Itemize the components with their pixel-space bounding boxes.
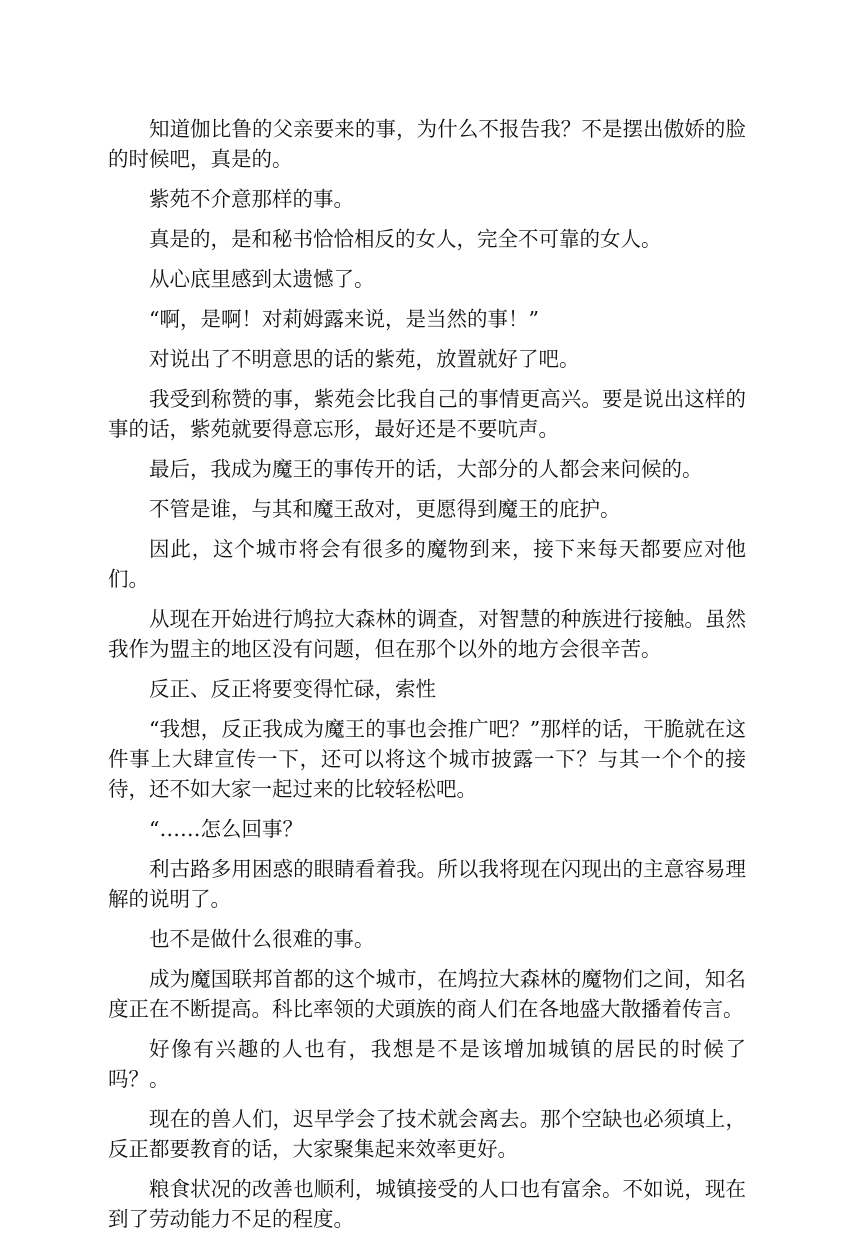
paragraph: 粮食状况的改善也顺利，城镇接受的人口也有富余。不如说，现在到了劳动能力不足的程度。 [108, 1177, 746, 1231]
paragraph: 从心底里感到太遗憾了。 [149, 267, 375, 291]
paragraph: 知道伽比鲁的父亲要来的事，为什么不报告我？不是摆出傲娇的脸的时候吧，真是的。 [108, 117, 746, 171]
paragraph: 对说出了不明意思的话的紫苑，放置就好了吧。 [149, 347, 580, 371]
paragraph: 好像有兴趣的人也有，我想是不是该增加城镇的居民的时候了吗？。 [108, 1037, 746, 1091]
paragraph: 也不是做什么很难的事。 [149, 927, 375, 951]
paragraph: 因此，这个城市将会有很多的魔物到来，接下来每天都要应对他们。 [108, 537, 746, 591]
paragraph: 反正、反正将要变得忙碌，索性 [149, 677, 436, 701]
paragraph: “啊，是啊！对莉姆露来说，是当然的事！” [149, 307, 539, 331]
paragraph: 紫苑不介意那样的事。 [149, 187, 354, 211]
paragraph: 利古路多用困惑的眼睛看着我。所以我将现在闪现出的主意容易理解的说明了。 [108, 857, 746, 911]
paragraph: 最后，我成为魔王的事传开的话，大部分的人都会来问候的。 [149, 457, 703, 481]
paragraph: 不管是谁，与其和魔王敌对，更愿得到魔王的庇护。 [149, 497, 621, 521]
paragraph: 真是的，是和秘书恰恰相反的女人，完全不可靠的女人。 [149, 227, 662, 251]
document-page [108, 114, 746, 1244]
paragraph: 成为魔国联邦首都的这个城市，在鸠拉大森林的魔物们之间，知名度正在不断提高。科比率领的犬頭族的商人们在各地盛大散播着传言。 [108, 967, 746, 1021]
paragraph: 从现在开始进行鸠拉大森林的调查，对智慧的种族进行接触。虽然我作为盟主的地区没有问题，但在那个以外的地方会很辛苦。 [108, 607, 746, 661]
paragraph: “……怎么回事？ [149, 817, 303, 841]
paragraph: “我想，反正我成为魔王的事也会推广吧？”那样的话，干脆就在这件事上大肆宣传一下，还可以将这个城市披露一下？与其一个个的接待，还不如大家一起过来的比较轻松吧。 [108, 717, 746, 801]
paragraph: 我受到称赞的事，紫苑会比我自己的事情更高兴。要是说出这样的事的话，紫苑就要得意忘形，最好还是不要吭声。 [108, 387, 746, 441]
paragraph: 现在的兽人们，迟早学会了技术就会离去。那个空缺也必须填上，反正都要教育的话，大家聚集起来效率更好。 [108, 1107, 746, 1161]
